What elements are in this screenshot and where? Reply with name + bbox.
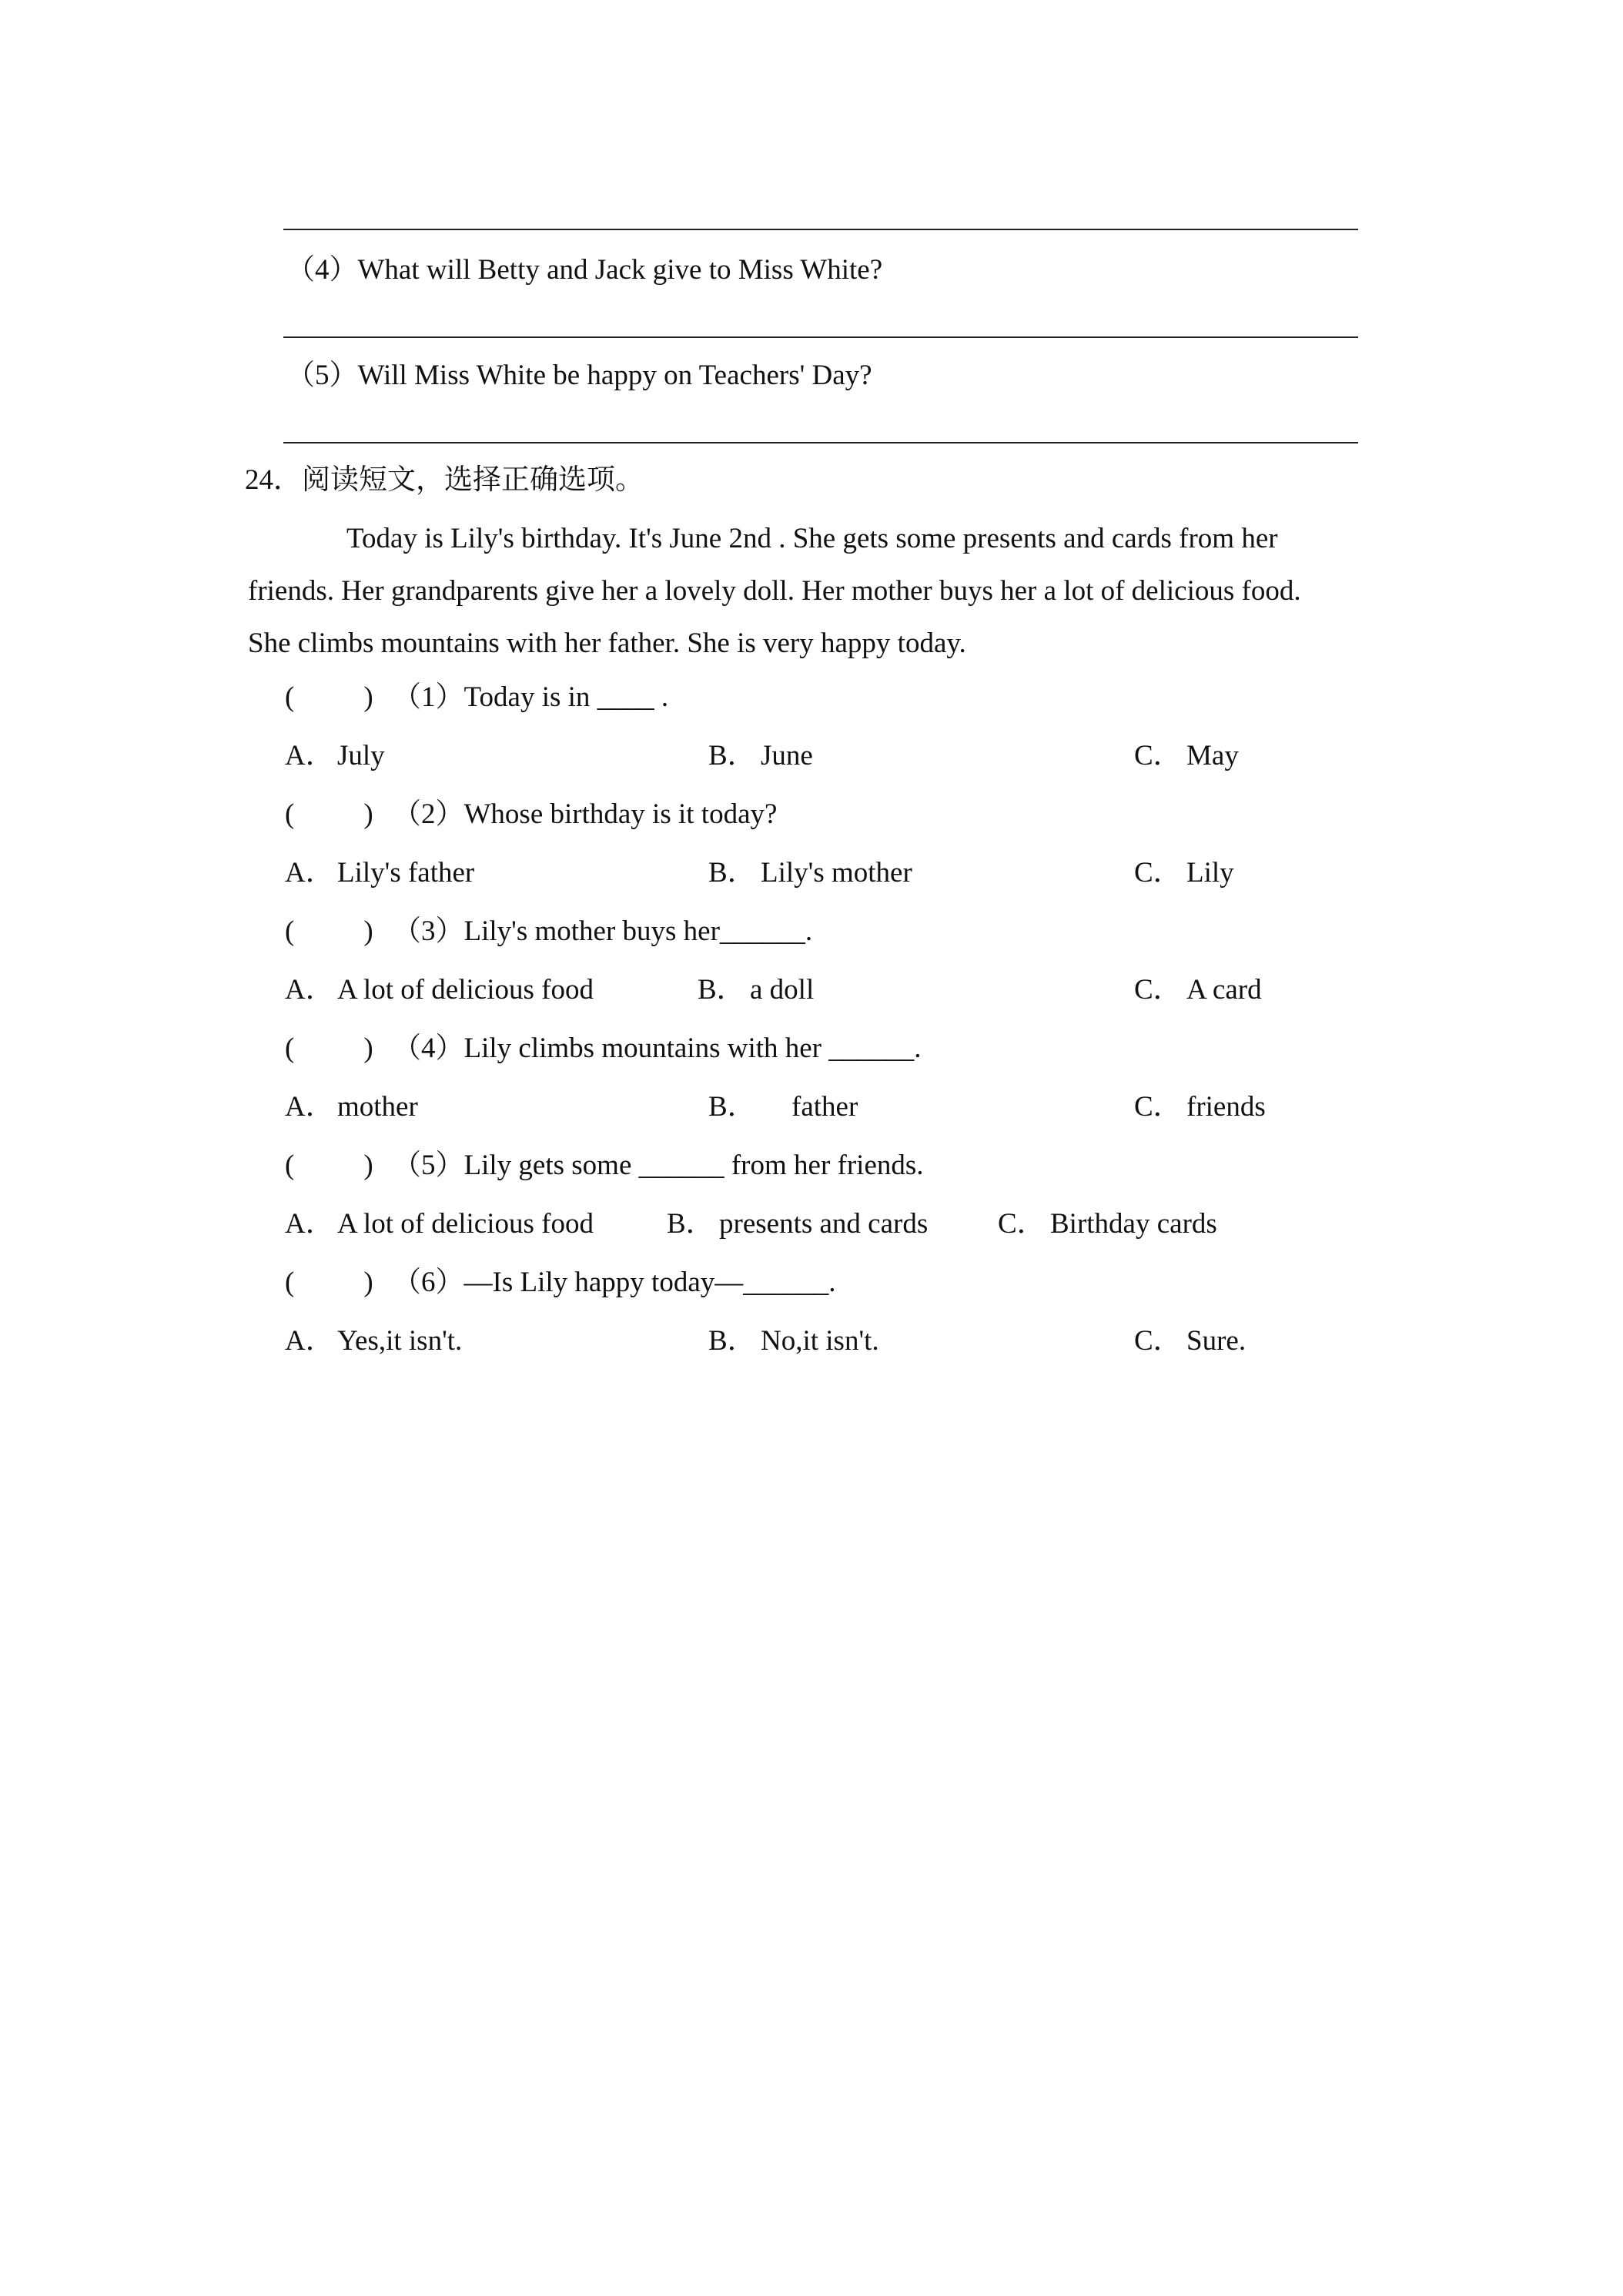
question-stem-2: （2）Whose birthday is it today?: [393, 798, 778, 830]
option-1-b[interactable]: [708, 739, 813, 773]
passage-line-3: She climbs mountains with her father. She is very happy today.: [248, 628, 966, 659]
answer-bracket-q6[interactable]: ( ): [285, 1267, 373, 1298]
option-5-b[interactable]: [667, 1207, 928, 1241]
question-stem-5: （5）Lily gets some ______ from her friends.: [393, 1150, 924, 1181]
option-text: June: [761, 740, 813, 771]
option-text: A lot of delicious food: [337, 974, 594, 1006]
question-stem-6: （6）—Is Lily happy today—______.: [393, 1267, 836, 1298]
option-letter: C．: [1134, 1091, 1182, 1123]
option-text: A lot of delicious food: [337, 1208, 594, 1240]
option-letter: B．: [698, 974, 745, 1006]
passage-line-1: Today is Lily's birthday. It's June 2nd . She gets some presents and cards from her: [346, 523, 1278, 554]
option-5-c[interactable]: [998, 1207, 1217, 1241]
option-letter: B．: [667, 1208, 714, 1240]
option-text: presents and cards: [719, 1208, 929, 1240]
option-text: Lily's father: [337, 857, 475, 889]
option-text: May: [1186, 740, 1239, 771]
option-letter: B．: [708, 857, 756, 889]
option-text: Lily's mother: [761, 857, 912, 889]
option-text: July: [337, 740, 385, 771]
option-text: Lily: [1186, 857, 1234, 889]
option-4-c[interactable]: [1134, 1090, 1266, 1124]
option-2-b[interactable]: [708, 856, 912, 890]
option-letter: A．: [285, 740, 334, 771]
option-letter: A．: [285, 974, 334, 1006]
option-text: mother: [337, 1091, 418, 1123]
option-3-a[interactable]: [285, 973, 594, 1007]
option-letter: B．: [708, 740, 756, 771]
previous-question-5: （5）Will Miss White be happy on Teachers' Day?: [286, 360, 872, 391]
option-text: friends: [1186, 1091, 1266, 1123]
option-text: Birthday cards: [1050, 1208, 1217, 1240]
answer-line-q4[interactable]: [283, 336, 1358, 338]
option-3-c[interactable]: [1134, 973, 1262, 1007]
option-text: Yes,it isn't.: [337, 1325, 463, 1357]
option-text: No,it isn't.: [761, 1325, 879, 1357]
section-24-heading: 24．阅读短文，选择正确选项。: [245, 464, 644, 496]
option-letter: B．: [708, 1091, 756, 1123]
option-1-a[interactable]: [285, 739, 385, 773]
option-letter: C．: [1134, 1325, 1182, 1357]
option-text: a doll: [750, 974, 815, 1006]
answer-bracket-q2[interactable]: ( ): [285, 798, 373, 830]
answer-bracket-q5[interactable]: ( ): [285, 1150, 373, 1181]
option-1-c[interactable]: [1134, 739, 1239, 773]
option-letter: C．: [1134, 740, 1182, 771]
option-letter: A．: [285, 1208, 334, 1240]
option-letter: C．: [998, 1208, 1046, 1240]
option-3-b[interactable]: [698, 973, 814, 1007]
answer-bracket-q4[interactable]: ( ): [285, 1033, 373, 1064]
option-text: Sure.: [1186, 1325, 1247, 1357]
option-letter: C．: [1134, 974, 1182, 1006]
option-letter: A．: [285, 857, 334, 889]
option-6-b[interactable]: [708, 1324, 879, 1358]
option-text: A card: [1186, 974, 1262, 1006]
option-text: father: [791, 1091, 858, 1123]
answer-line-q5[interactable]: [283, 442, 1358, 443]
answer-bracket-q1[interactable]: ( ): [285, 681, 373, 713]
passage-line-2: friends. Her grandparents give her a lovely doll. Her mother buys her a lot of delicious food.: [248, 575, 1301, 607]
previous-question-4: （4）What will Betty and Jack give to Miss White?: [286, 254, 883, 286]
option-letter: B．: [708, 1325, 756, 1357]
question-stem-1: （1）Today is in ____ .: [393, 681, 669, 713]
option-4-b[interactable]: [708, 1090, 858, 1124]
question-stem-3: （3）Lily's mother buys her______.: [393, 915, 813, 947]
option-letter: A．: [285, 1325, 334, 1357]
option-letter: C．: [1134, 857, 1182, 889]
answer-bracket-q3[interactable]: ( ): [285, 915, 373, 947]
question-stem-4: （4）Lily climbs mountains with her ______.: [393, 1033, 922, 1064]
option-5-a[interactable]: [285, 1207, 594, 1241]
answer-line-q3[interactable]: [283, 229, 1358, 230]
option-6-a[interactable]: [285, 1324, 462, 1358]
option-2-a[interactable]: [285, 856, 474, 890]
option-4-a[interactable]: [285, 1090, 418, 1124]
option-2-c[interactable]: [1134, 856, 1234, 890]
option-6-c[interactable]: [1134, 1324, 1246, 1358]
option-letter: A．: [285, 1091, 334, 1123]
